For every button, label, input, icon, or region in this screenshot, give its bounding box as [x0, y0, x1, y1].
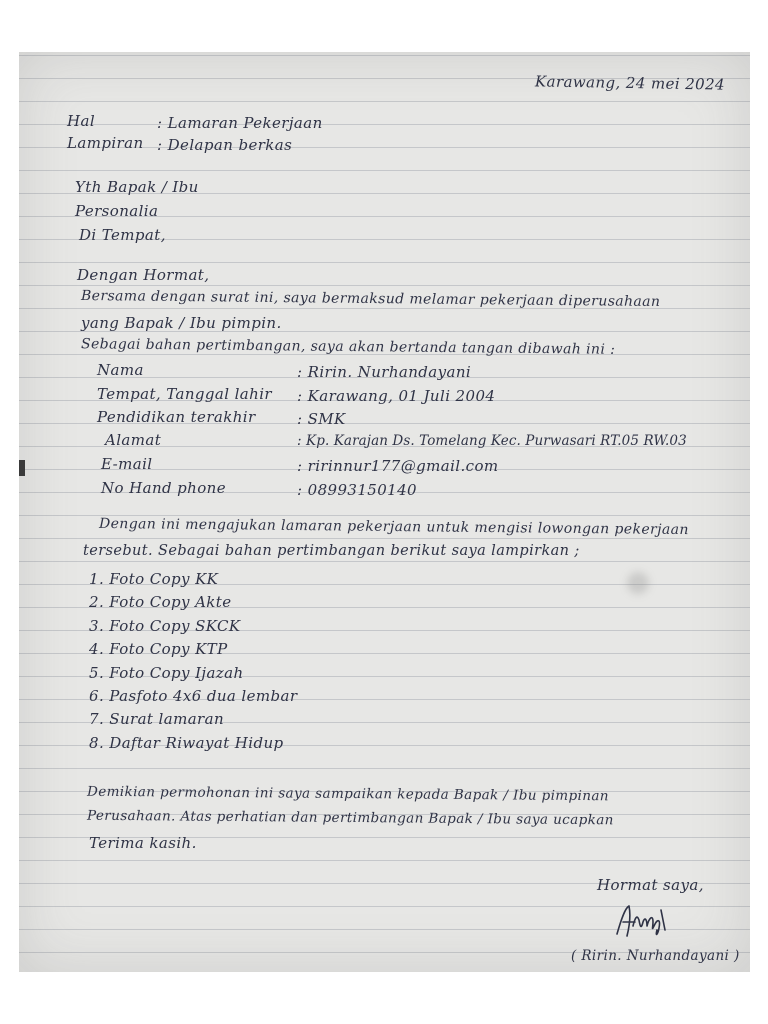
- identity-label: No Hand phone: [101, 479, 227, 497]
- closing-line: Perusahaan. Atas perhatian dan pertimbangan Bapak / Ibu saya ucapkan: [86, 807, 614, 829]
- attachment-item: 4. Foto Copy KTP: [89, 640, 228, 658]
- signer-name: ( Ririn. Nurhandayani ): [571, 948, 740, 964]
- body-line: Dengan ini mengajukan lamaran pekerjaan untuk mengisi lowongan pekerjaan: [98, 515, 689, 539]
- identity-label: Tempat, Tanggal lahir: [97, 385, 272, 403]
- identity-value: : Kp. Karajan Ds. Tomelang Kec. Purwasari RT.05 RW.03: [297, 433, 687, 449]
- identity-label: Nama: [97, 361, 144, 379]
- identity-label: Alamat: [105, 431, 162, 449]
- attachment-item: 8. Daftar Riwayat Hidup: [89, 734, 284, 752]
- subject-label: Hal: [67, 112, 96, 130]
- recipient-line: Yth Bapak / Ibu: [75, 178, 199, 196]
- identity-value: : Karawang, 01 Juli 2004: [297, 387, 496, 405]
- paper-smudge: [627, 572, 649, 594]
- subject-value: : Lamaran Pekerjaan: [157, 114, 323, 132]
- greeting: Dengan Hormat,: [77, 266, 210, 284]
- intro-line: Bersama dengan surat ini, saya bermaksud melamar pekerjaan diperusahaan: [80, 287, 661, 311]
- letter-page: [19, 52, 750, 972]
- attachment-item: 2. Foto Copy Akte: [89, 593, 232, 611]
- place-date: Karawang, 24 mei 2024: [534, 72, 726, 94]
- recipient-line: Personalia: [75, 202, 159, 220]
- lead-in: Sebagai bahan pertimbangan, saya akan bertanda tangan dibawah ini :: [80, 336, 616, 358]
- body-line: tersebut. Sebagai bahan pertimbangan berikut saya lampirkan ;: [83, 543, 580, 559]
- attachment-item: 5. Foto Copy Ijazah: [89, 664, 244, 682]
- attachment-item: 6. Pasfoto 4x6 dua lembar: [89, 687, 298, 705]
- identity-label: E-mail: [101, 455, 153, 473]
- identity-value: : SMK: [297, 410, 346, 428]
- signoff: Hormat saya,: [597, 876, 704, 894]
- attachment-label: Lampiran: [67, 134, 144, 152]
- closing-line: Terima kasih.: [89, 834, 197, 852]
- attachment-item: 1. Foto Copy KK: [89, 570, 219, 588]
- attachment-item: 3. Foto Copy SKCK: [89, 617, 241, 635]
- identity-label: Pendidikan terakhir: [97, 408, 256, 426]
- identity-value: : Ririn. Nurhandayani: [297, 363, 472, 381]
- identity-value: : ririnnur177@gmail.com: [297, 457, 499, 475]
- attachment-item: 7. Surat lamaran: [89, 710, 225, 728]
- margin-mark: [19, 460, 25, 476]
- attachment-value: : Delapan berkas: [157, 136, 293, 154]
- identity-value: : 08993150140: [297, 481, 417, 499]
- handwritten-signature: [611, 900, 671, 944]
- intro-line: yang Bapak / Ibu pimpin.: [81, 314, 282, 332]
- recipient-line: Di Tempat,: [79, 226, 166, 244]
- closing-line: Demikian permohonan ini saya sampaikan kepada Bapak / Ibu pimpinan: [86, 783, 610, 805]
